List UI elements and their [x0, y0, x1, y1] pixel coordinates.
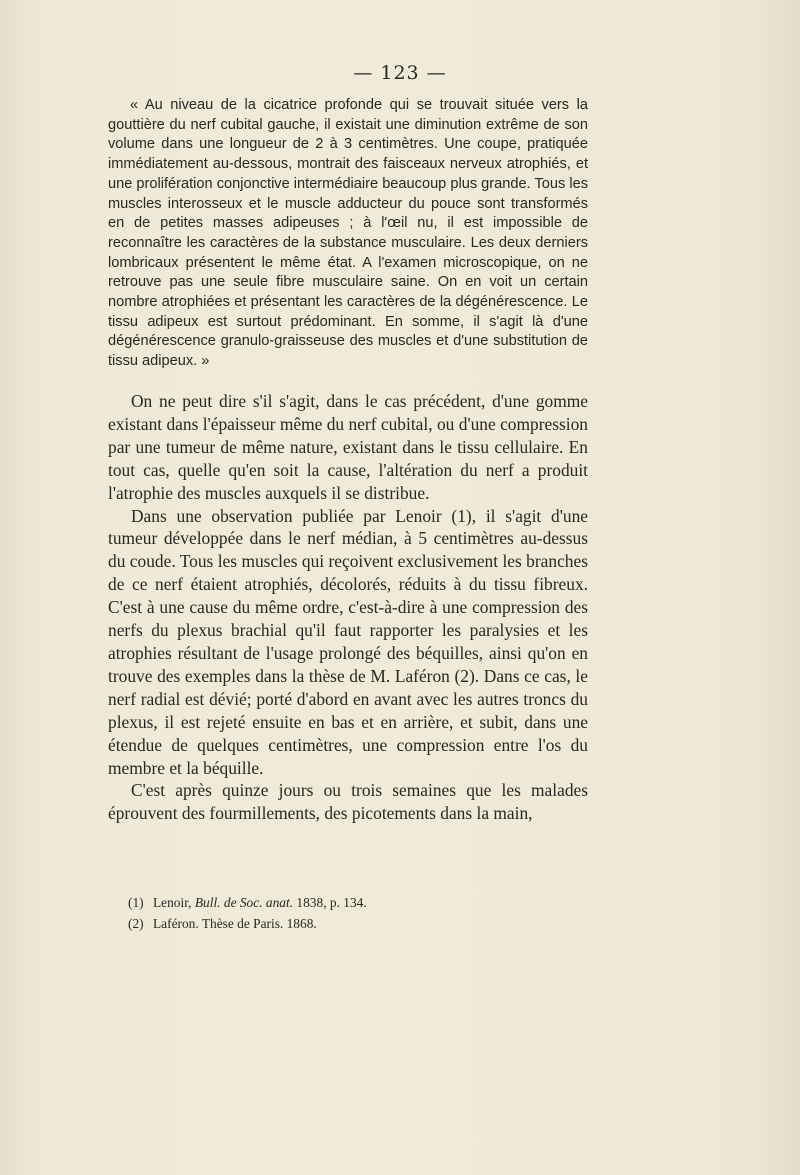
footnote-ref: (2)	[128, 916, 144, 931]
quote-paragraph: « Au niveau de la cicatrice profonde qui se trouvait située vers la gouttière du nerf cubital gauche, il existait une diminution extrême de son volume dans une longueur de 2 à 3 centimètres. Une coupe, pratiquée immédiatement au-dessous, montrait des faisceaux nerveux atrophiés, et une prolifération conjonctive intermédiaire beaucoup plus grande. Tous les muscles interosseux et le muscle adducteur du pouce sont transformés en de petites masses adipeuses ; à l'œil nu, il est impossible de reconnaître les caractères de la substance musculaire. Les deux derniers lombricaux présentent le même état. A l'examen microscopique, on ne retrouve pas une seule fibre musculaire saine. On en voit un certain nombre atrophiées et présentant les caractères de la dégénérescence. Le tissu adipeux est surtout prédominant. En somme, il s'agit là d'une dégénérescence granulo-graisseuse des muscles et d'une substitution de tissu adipeux. »	[108, 97, 589, 370]
footnotes	[128, 892, 588, 934]
footnote-source: Bull. de Soc. anat.	[194, 895, 294, 910]
body-text	[108, 390, 588, 825]
body-paragraph: C'est après quinze jours ou trois semaines que les malades éprouvent des fourmillements, des picotements dans la main,	[108, 780, 588, 824]
footnote-author: Laféron.	[152, 916, 199, 931]
footnote-author: Lenoir,	[152, 895, 192, 910]
body-paragraph: Dans une observation publiée par Lenoir (1), il s'agit d'une tumeur développée dans le nerf médian, à 5 centimètres au-dessus du coude. Tous les muscles qui reçoivent exclusivement les branches de ce nerf étaient atrophiés, décolorés, réduits à du tissu fibreux. C'est à une cause du même ordre, c'est-à-dire à une compression des nerfs du plexus brachial qu'il faut rapporter les paralysies et les atrophies résultant de l'usage prolongé des béquilles, ainsi qu'on en trouve des exemples dans la thèse de M. Laféron (2). Dans ce cas, le nerf radial est dévié; porté d'abord en avant avec les autres troncs du plexus, il est rejeté ensuite en bas et en arrière, et subit, dans une étendue de quelques centimètres, une compression entre l'os du membre et la béquille.	[108, 505, 588, 778]
footnote	[128, 913, 588, 934]
footnote	[128, 892, 588, 913]
footnote-ref: (1)	[128, 895, 144, 910]
quoted-observation	[108, 96, 588, 372]
footnote-detail: 1838, p. 134.	[296, 895, 367, 910]
body-paragraph: On ne peut dire s'il s'agit, dans le cas précédent, d'une gomme existant dans l'épaisseur même du nerf cubital, ou d'une compression par une tumeur de même nature, existant dans le tissu cellulaire. En tout cas, quelle qu'en soit la cause, l'altération du nerf a produit l'atrophie des muscles auxquels il se distribue.	[108, 391, 588, 503]
page-number: — 123 —	[353, 62, 447, 84]
footnote-detail: Thèse de Paris. 1868.	[201, 916, 317, 931]
